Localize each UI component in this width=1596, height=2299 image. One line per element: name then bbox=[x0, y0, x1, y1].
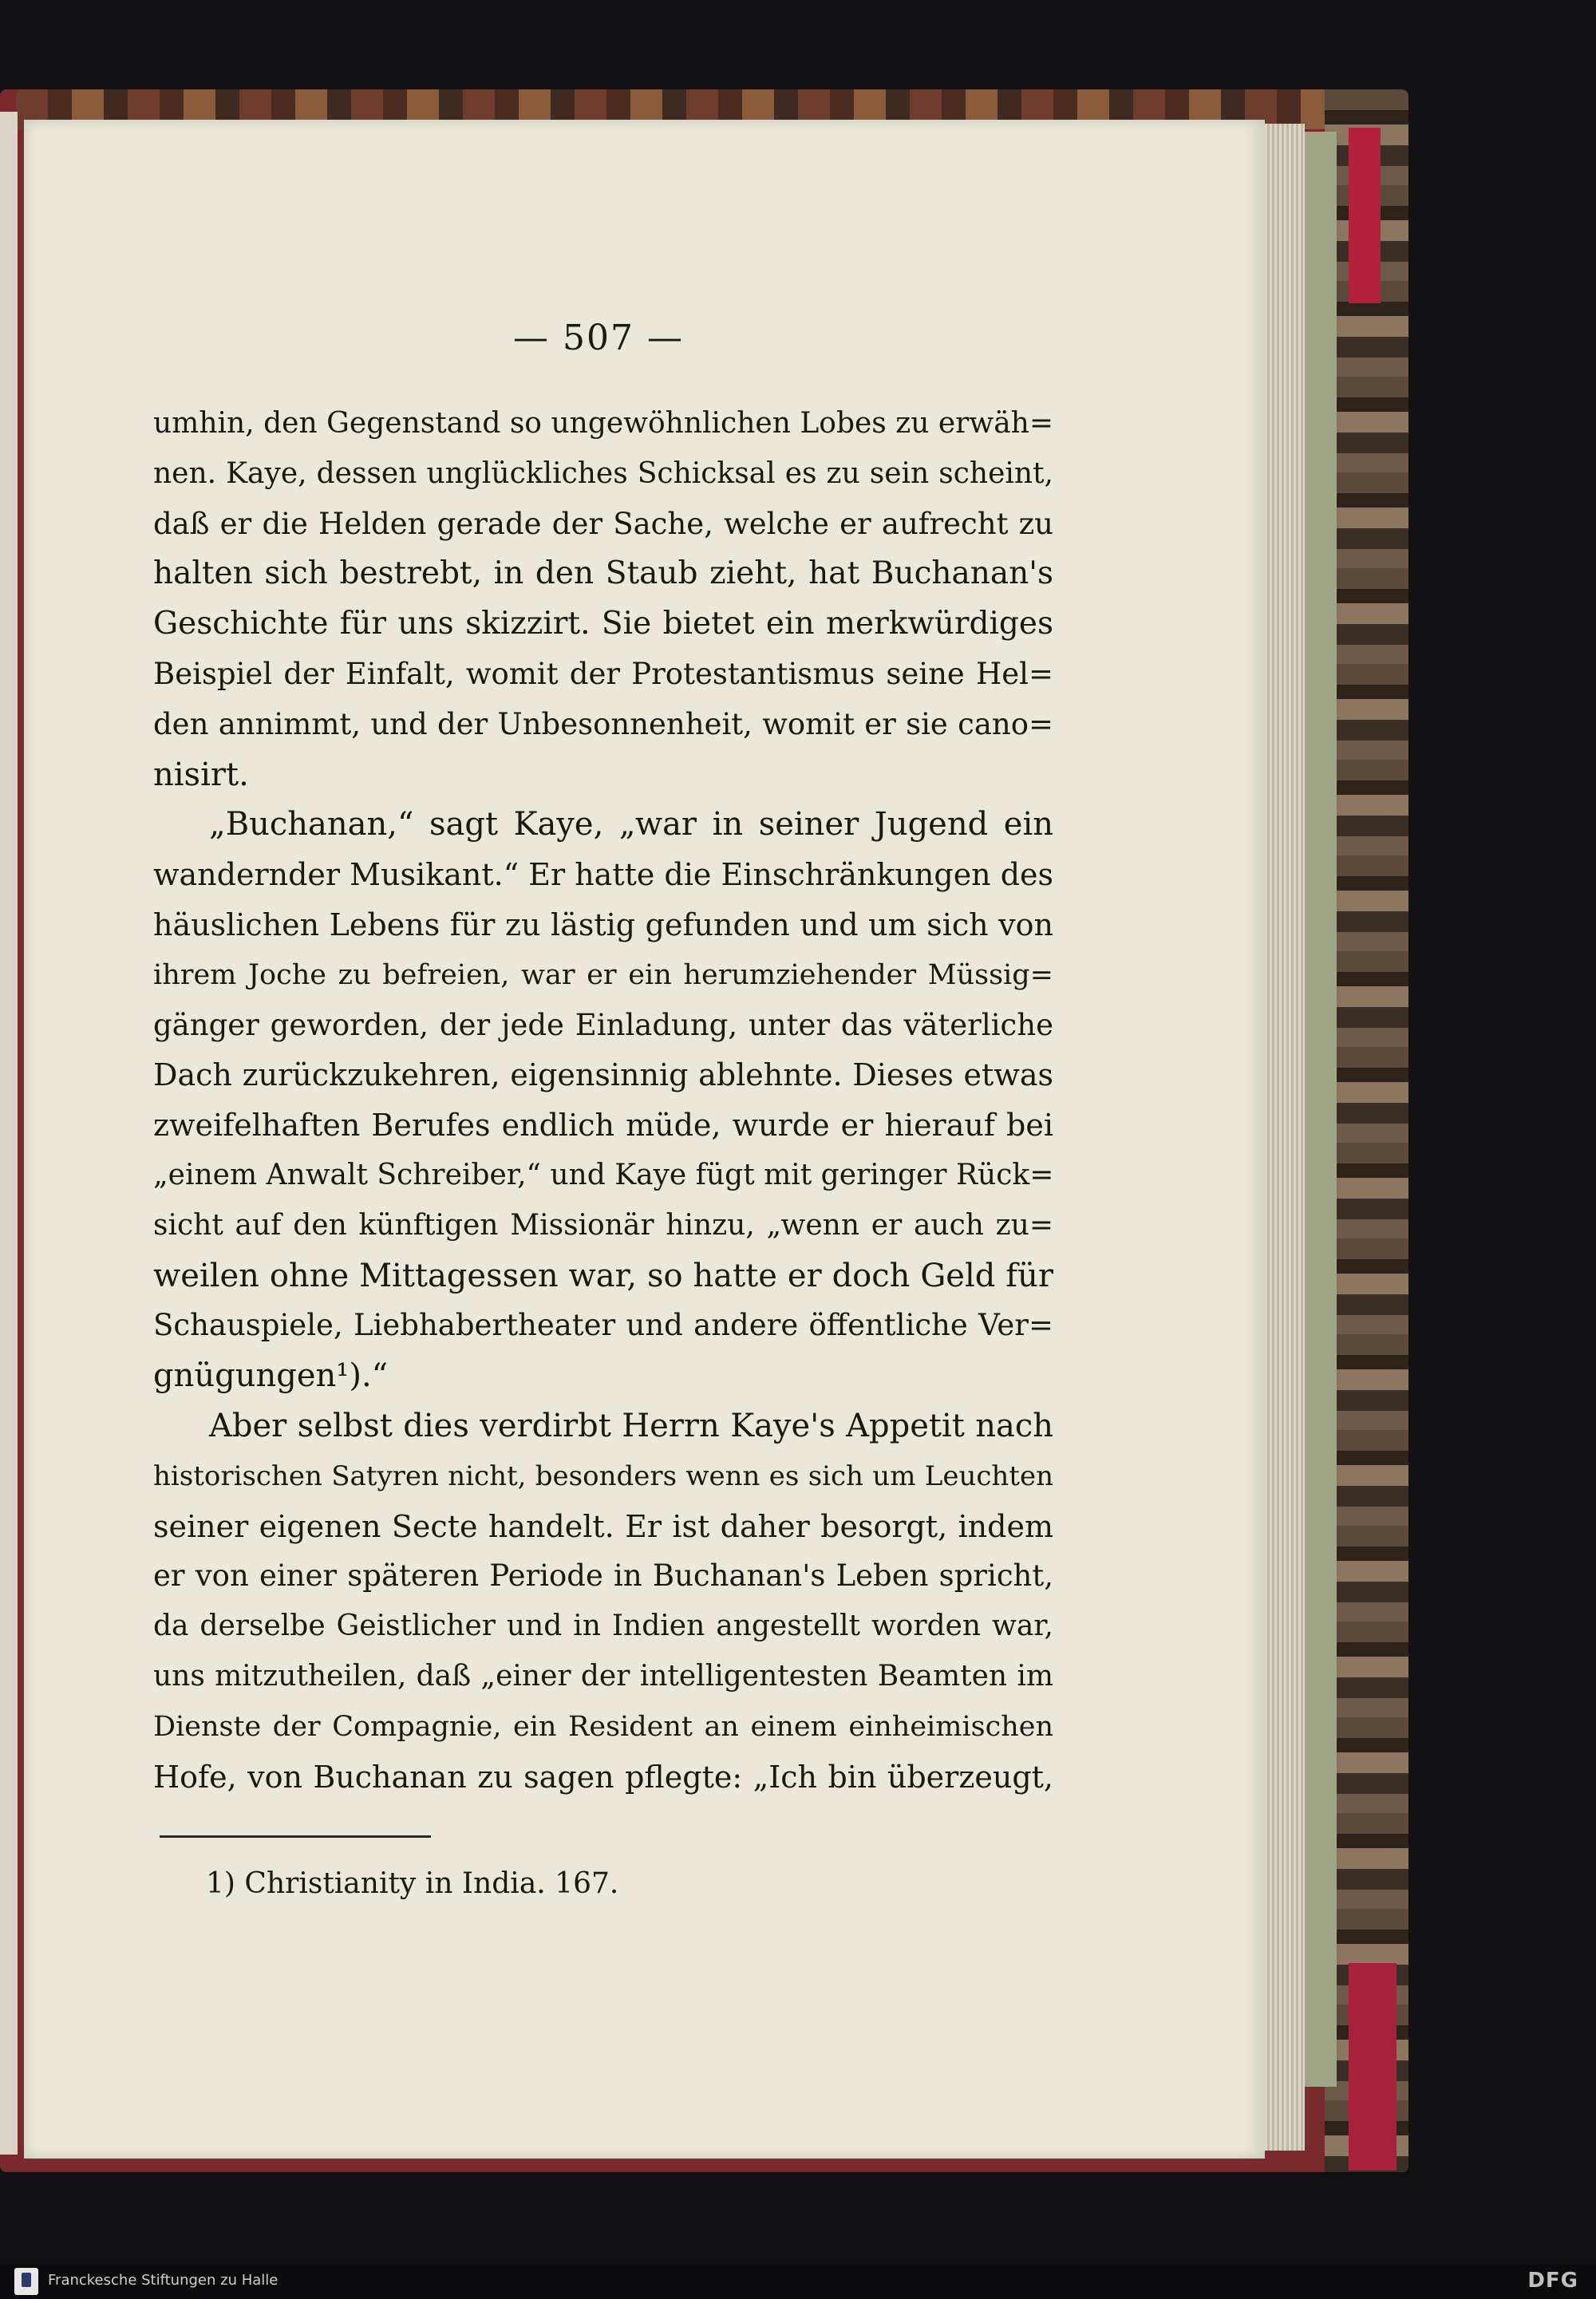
institution-name: Franckesche Stiftungen zu Halle bbox=[48, 2272, 279, 2289]
text-line: uns mitzutheilen, daß „einer der intelligentesten Beamten im bbox=[153, 1659, 1053, 1693]
text-line: gänger geworden, der jede Einladung, unter das väterliche bbox=[153, 1007, 1053, 1042]
text-line: den annimmt, und der Unbesonnenheit, womit er sie cano= bbox=[153, 706, 1053, 741]
text-line: ihrem Joche zu befreien, war er ein herumziehender Müssig= bbox=[153, 958, 1053, 991]
text-line: da derselbe Geistlicher und in Indien angestellt worden war, bbox=[153, 1610, 1053, 1643]
text-line: umhin, den Gegenstand so ungewöhnlichen Lobes zu erwäh= bbox=[153, 407, 1053, 440]
text-line: Hofe, von Buchanan zu sagen pflegte: „Ich bin überzeugt, bbox=[153, 1759, 1053, 1795]
text-line: wandernder Musikant.“ Er hatte die Einschränkungen des bbox=[153, 857, 1054, 893]
facing-page-edge bbox=[0, 112, 18, 2155]
text-line: daß er die Helden gerade der Sache, welche er aufrecht zu bbox=[153, 506, 1053, 541]
text-line: zweifelhaften Berufes endlich müde, wurde er hierauf bei bbox=[153, 1108, 1053, 1144]
footnote: 1) Christianity in India. 167. bbox=[206, 1867, 619, 1900]
text-line: Geschichte für uns skizzirt. Sie bietet ein merkwürdiges bbox=[153, 606, 1053, 642]
marbled-cover-edge bbox=[1325, 89, 1408, 2172]
text-line: Beispiel der Einfalt, womit der Protestantismus seine Hel= bbox=[153, 656, 1053, 691]
text-line: nisirt. bbox=[153, 756, 249, 793]
text-line: seiner eigenen Secte handelt. Er ist daher besorgt, indem bbox=[153, 1508, 1053, 1544]
cover-red-corner-bottom bbox=[1349, 1963, 1396, 2171]
cover-red-corner-top bbox=[1349, 128, 1381, 303]
text-line: Schauspiele, Liebhabertheater und andere öffentliche Ver= bbox=[153, 1308, 1053, 1343]
text-line: sicht auf den künftigen Missionär hinzu, „wenn er auch zu= bbox=[153, 1208, 1053, 1242]
text-line: halten sich bestrebt, in den Staub zieht, hat Buchanan's bbox=[153, 555, 1053, 592]
text-line: nen. Kaye, dessen unglückliches Schicksal es zu sein scheint, bbox=[153, 456, 1053, 490]
page-number: — 507 — bbox=[513, 318, 684, 358]
text-line: weilen ohne Mittagessen war, so hatte er doch Geld für bbox=[153, 1257, 1053, 1294]
text-line: Dach zurückzukehren, eigensinnig ablehnte. Dieses etwas bbox=[153, 1057, 1053, 1093]
footnote-rule bbox=[160, 1835, 431, 1838]
text-line: er von einer späteren Periode in Buchanan's Leben spricht, bbox=[153, 1558, 1053, 1594]
text-line: „einem Anwalt Schreiber,“ und Kaye fügt mit geringer Rück= bbox=[153, 1158, 1054, 1191]
dfg-logo: DFG bbox=[1527, 2269, 1578, 2293]
text-line: historischen Satyren nicht, besonders wenn es sich um Leuchten bbox=[153, 1460, 1053, 1492]
text-line: Dienste der Compagnie, ein Resident an einem einheimischen bbox=[153, 1710, 1053, 1743]
body-text bbox=[153, 399, 1053, 1802]
endpaper-edge bbox=[1301, 132, 1337, 2087]
text-line: „Buchanan,“ sagt Kaye, „war in seiner Jugend ein bbox=[209, 806, 1053, 843]
institution-logo-icon bbox=[14, 2268, 38, 2295]
text-line: gnügungen¹).“ bbox=[153, 1357, 389, 1395]
text-line: häuslichen Lebens für zu lästig gefunden und um sich von bbox=[153, 907, 1053, 942]
text-line: Aber selbst dies verdirbt Herrn Kaye's Appetit nach bbox=[209, 1407, 1053, 1444]
